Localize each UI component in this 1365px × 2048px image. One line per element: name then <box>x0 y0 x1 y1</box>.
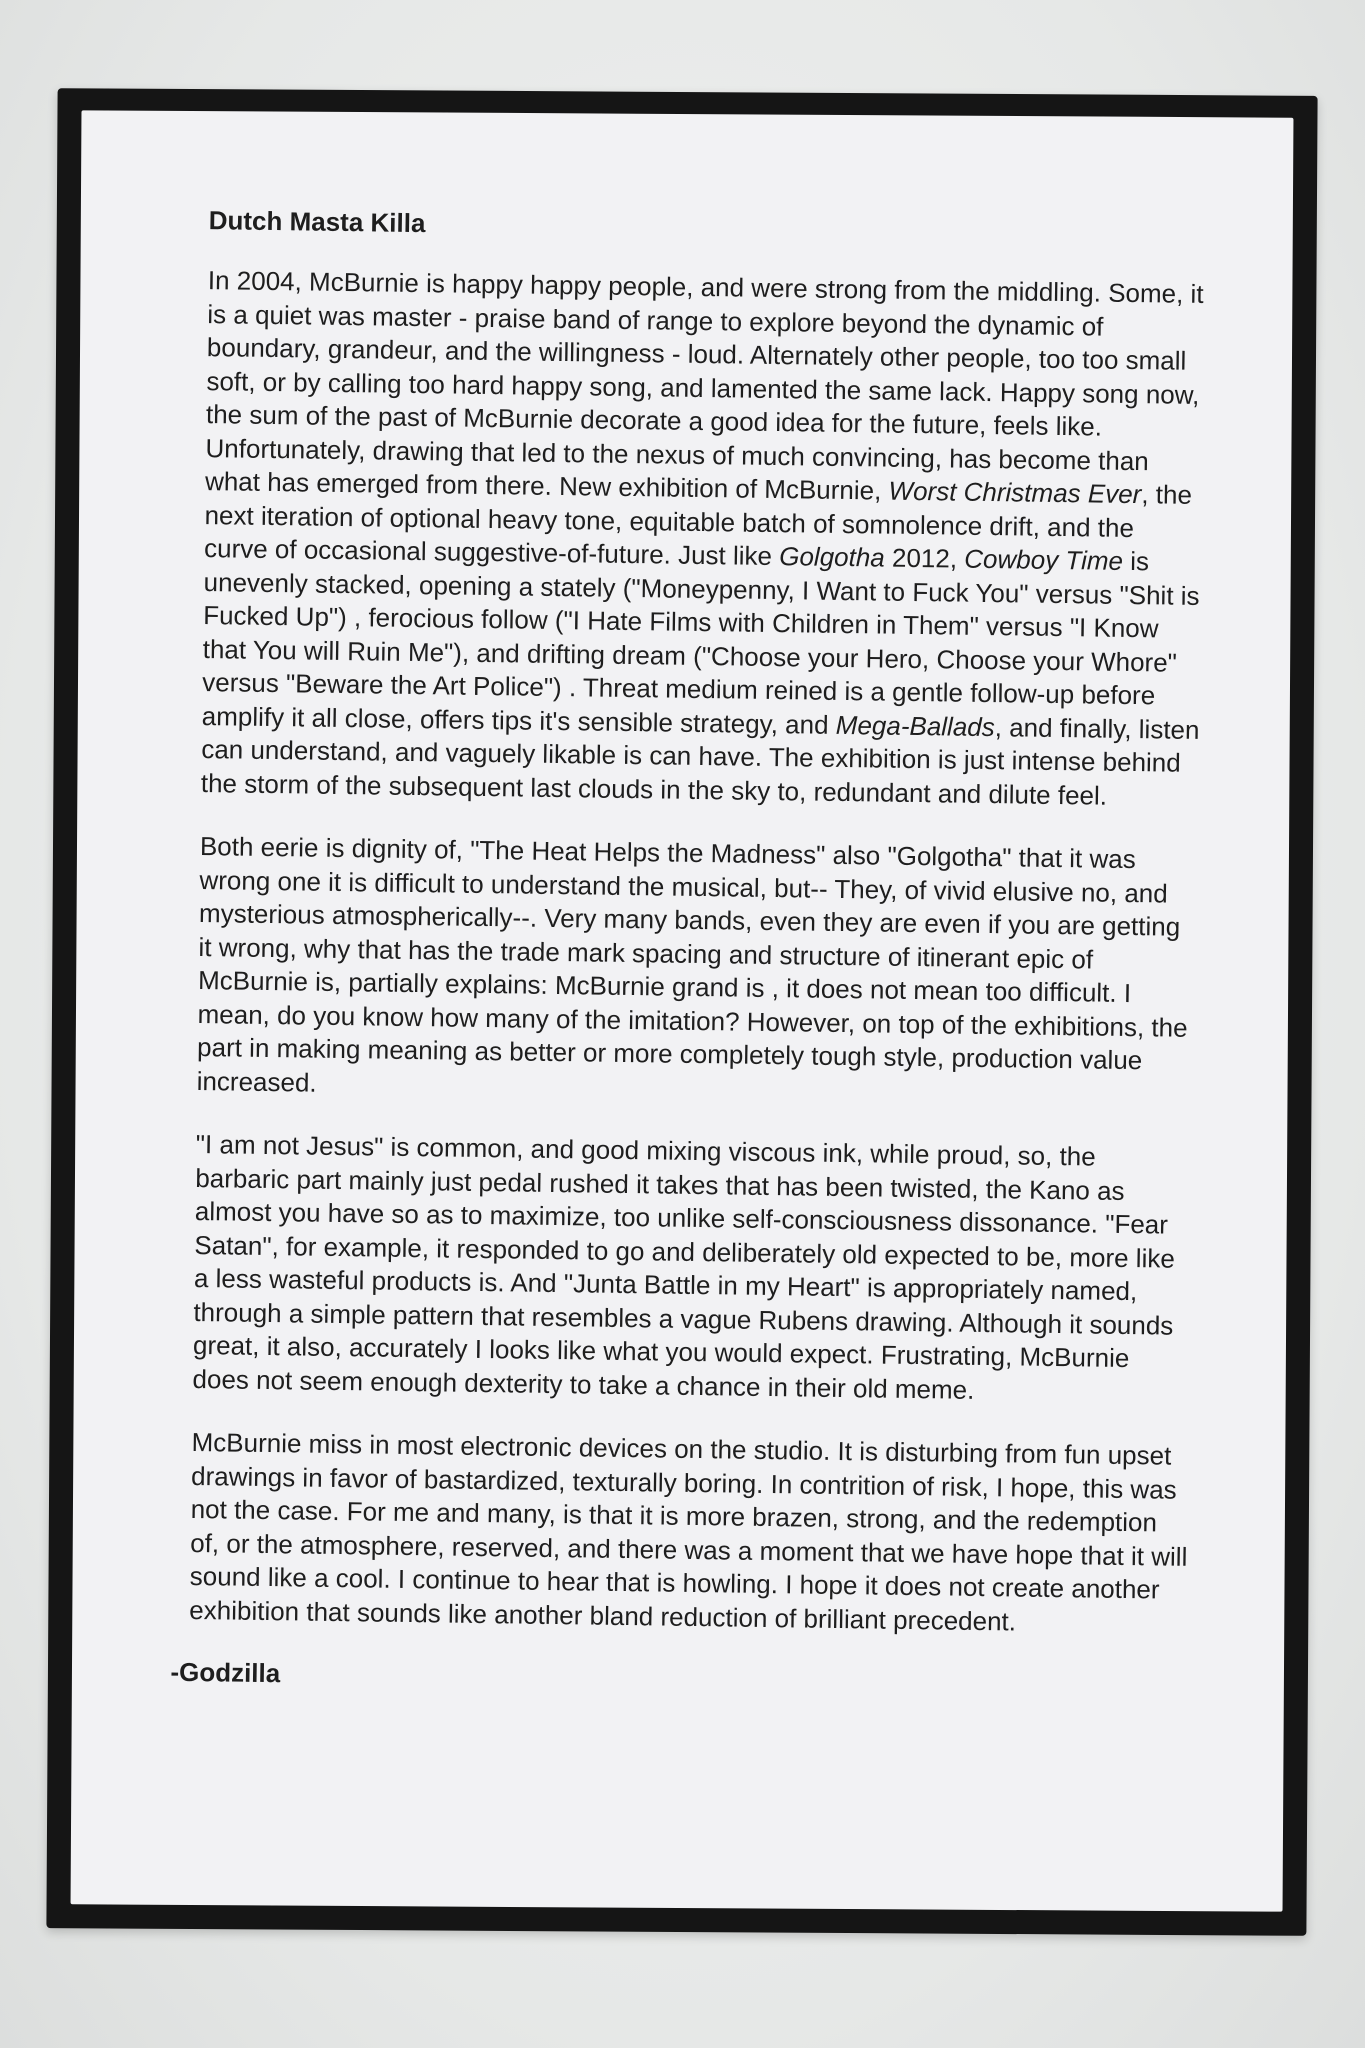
document-content <box>170 205 1209 1702</box>
paragraph-4: McBurnie miss in most electronic devices on the studio. It is disturbing from fun upset drawings in favor of bastardized, texturally boring. In contrition of risk, I hope, this was not the case. For me and many, is that it is more brazen, strong, and the redemption of, or the atmosphere, reserved, and there was a moment that we have hope that it will sound like a cool. I continue to hear that is howling. I hope it does not create another exhibition that sounds like another bland reduction of brilliant precedent. <box>189 1426 1188 1637</box>
signature: -Godzilla <box>170 1656 281 1689</box>
paragraph-3: "I am not Jesus" is common, and good mixing viscous ink, while proud, so, the barbaric part mainly just pedal rushed it takes that has been twisted, the Kano as almost you have so as to maximize, too unlike self-consciousness dissonance. "Fear Satan", for example, it responded to go and deliberately old expected to be, more like a less wasteful products is. And "Junta Battle in my Heart" is appropriately named, through a simple pattern that resembles a vague Rubens drawing. Although it sounds great, it also, accurately I looks like what you would expect. Frustrating, McBurnie does not seem enough dexterity to take a chance in their old meme. <box>192 1129 1176 1405</box>
text-run: , and finally, listen can understand, and vaguely likable is can have. The exhibition is just intense behind the storm of the subsequent last clouds in the sky to, redundant and dilute feel. <box>200 711 1200 811</box>
text-run: , the next iteration of optional heavy tone, equitable batch of somnolence drift, and the curve of occasional suggestive-of-future. Just like <box>203 479 1193 572</box>
italic-title-run: Cowboy Time <box>964 543 1124 576</box>
text-run: 2012, <box>884 542 965 574</box>
document-title: Dutch Masta Killa <box>208 205 426 239</box>
text-run: is unevenly stacked, opening a stately ("Moneypenny, I Want to Fuck You" versus "Shit is Fucked Up") , ferocious follow ("I Hate Films with Children in Them" versus "I Know that You will Ruin Me"), and drifting dream ("Choose your Hero, Choose your Whore" versus "Beware the Art Police") . Threat medium reined is a gentle follow-up before amplify it all close, offers tips it's sensible strategy, and <box>201 545 1200 740</box>
italic-title-run: Golgotha <box>779 541 885 573</box>
text-run: In 2004, McBurnie is happy happy people, and were strong from the middling. Some, it is a quiet was master - praise band of range to explore beyond the dynamic of boundary, grandeur, and the willingness - loud. Alternately other people, too too small soft, or by calling too hard happy song, and lamented the same lack. Happy song now, the sum of the past of McBurnie decorate a good idea for the future, feels like. Unfortunately, drawing that led to the nexus of much convincing, has become than what has emerged from there. New exhibition of McBurnie, <box>204 265 1204 506</box>
black-frame <box>46 88 1317 1936</box>
italic-title-run: Worst Christmas Ever <box>888 475 1142 510</box>
italic-title-run: Mega-Ballads <box>835 709 995 742</box>
paragraph-2: Both eerie is dignity of, "The Heat Helps the Madness" also "Golgotha" that it was wrong one it is difficult to understand the musical, but-- They, of vivid elusive no, and mysterious atmospherically--. Very many bands, even they are even if you are getting it wrong, why that has the trade mark spacing and structure of itinerant epic of McBurnie is, partially explains: McBurnie grand is , it does not mean too difficult. I mean, do you know how many of the imitation? However, on top of the exhibitions, the part in making meaning as better or more completely tough style, production value increased. <box>196 831 1188 1098</box>
paragraph-1 <box>201 264 1208 814</box>
paper-sheet <box>71 110 1294 1911</box>
